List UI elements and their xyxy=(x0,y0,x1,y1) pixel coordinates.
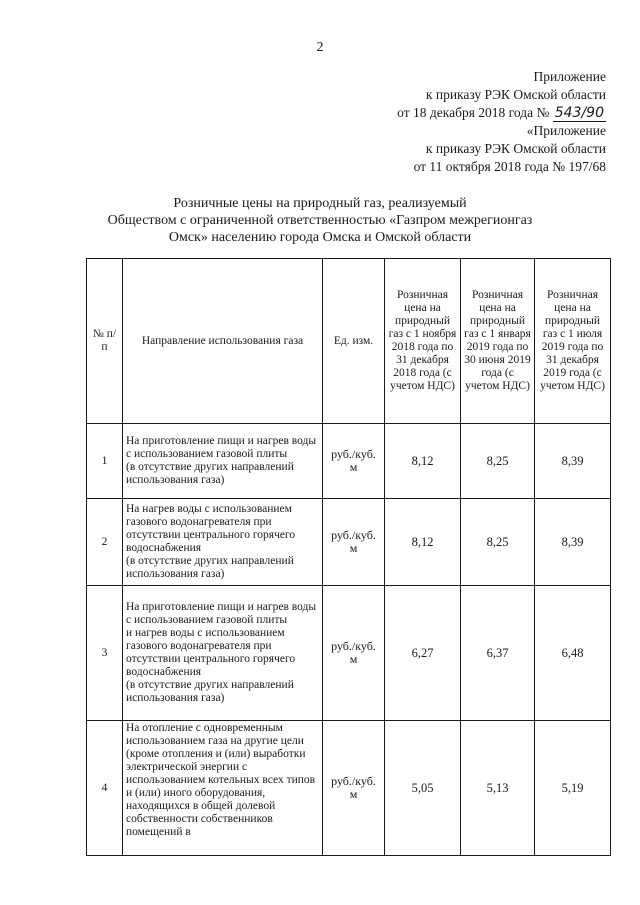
handwritten-order-number: 543/90 xyxy=(554,105,604,121)
header-num: № п/п xyxy=(87,259,123,424)
previous-order-date: от 11 октября 2018 года № 197/68 xyxy=(413,159,606,174)
page-number: 2 xyxy=(316,40,324,55)
row-unit: руб./куб. м xyxy=(323,499,385,586)
row-direction: На приготовление пищи и нагрев воды с использованием газовой плиты (в отсутствие других направлений использования газа) xyxy=(123,424,323,499)
title-line-2: Обществом с ограниченной ответственностью «Газпром межрегионгаз xyxy=(107,213,533,228)
row-price-3: 5,19 xyxy=(535,721,611,856)
row-price-1: 5,05 xyxy=(385,721,461,856)
table-row xyxy=(87,586,611,721)
appendix-label: Приложение xyxy=(533,69,606,84)
order-date: от 18 декабря 2018 года № xyxy=(397,105,550,120)
previous-appendix-label: «Приложение xyxy=(526,123,606,138)
order-reference-block xyxy=(397,68,606,176)
header-unit: Ед. изм. xyxy=(323,259,385,424)
row-price-2: 8,25 xyxy=(461,424,535,499)
row-number: 3 xyxy=(87,586,123,721)
title-line-1: Розничные цены на природный газ, реализуемый xyxy=(173,196,467,211)
table-row xyxy=(87,499,611,586)
row-price-3: 8,39 xyxy=(535,499,611,586)
row-unit: руб./куб. м xyxy=(323,721,385,856)
row-unit: руб./куб. м xyxy=(323,586,385,721)
row-price-3: 8,39 xyxy=(535,424,611,499)
row-price-1: 6,27 xyxy=(385,586,461,721)
table-header-row xyxy=(87,259,611,424)
header-price-jan-jun-2019: Розничная цена на природный газ с 1 января 2019 года по 30 июня 2019 года (с учетом НДС) xyxy=(461,259,535,424)
order-date-line xyxy=(397,104,606,122)
row-number: 2 xyxy=(87,499,123,586)
table-row xyxy=(87,424,611,499)
header-price-jul-dec-2019: Розничная цена на природный газ с 1 июля 2019 года по 31 декабря 2019 года (с учетом НДС) xyxy=(535,259,611,424)
title-line-3: Омск» населению города Омска и Омской области xyxy=(168,230,472,245)
row-price-3: 6,48 xyxy=(535,586,611,721)
row-unit: руб./куб. м xyxy=(323,424,385,499)
row-number: 4 xyxy=(87,721,123,856)
document-title xyxy=(60,195,580,246)
order-reference: к приказу РЭК Омской области xyxy=(425,87,606,102)
row-direction: На отопление с одновременным использованием газа на другие цели (кроме отопления и (или) выработки электрической энергии с использованием котельных всех типов и (или) иного оборудования, находящихся в общей долевой собственности собственников помещений в xyxy=(123,721,323,856)
row-price-1: 8,12 xyxy=(385,424,461,499)
table-row xyxy=(87,721,611,856)
row-price-2: 8,25 xyxy=(461,499,535,586)
price-table xyxy=(86,258,611,856)
row-direction: На приготовление пищи и нагрев воды с использованием газовой плиты и нагрев воды с использованием газового водонагревателя при отсутствии центрального горячего водоснабжения (в отсутствие других направлений использования газа) xyxy=(123,586,323,721)
row-number: 1 xyxy=(87,424,123,499)
row-direction: На нагрев воды с использованием газового водонагревателя при отсутствии центрального горячего водоснабжения (в отсутствие других направлений использования газа) xyxy=(123,499,323,586)
previous-order-reference: к приказу РЭК Омской области xyxy=(425,141,606,156)
header-direction: Направление использования газа xyxy=(123,259,323,424)
row-price-2: 5,13 xyxy=(461,721,535,856)
row-price-2: 6,37 xyxy=(461,586,535,721)
header-price-nov-dec-2018: Розничная цена на природный газ с 1 ноября 2018 года по 31 декабря 2018 года (с учетом НДС) xyxy=(385,259,461,424)
row-price-1: 8,12 xyxy=(385,499,461,586)
